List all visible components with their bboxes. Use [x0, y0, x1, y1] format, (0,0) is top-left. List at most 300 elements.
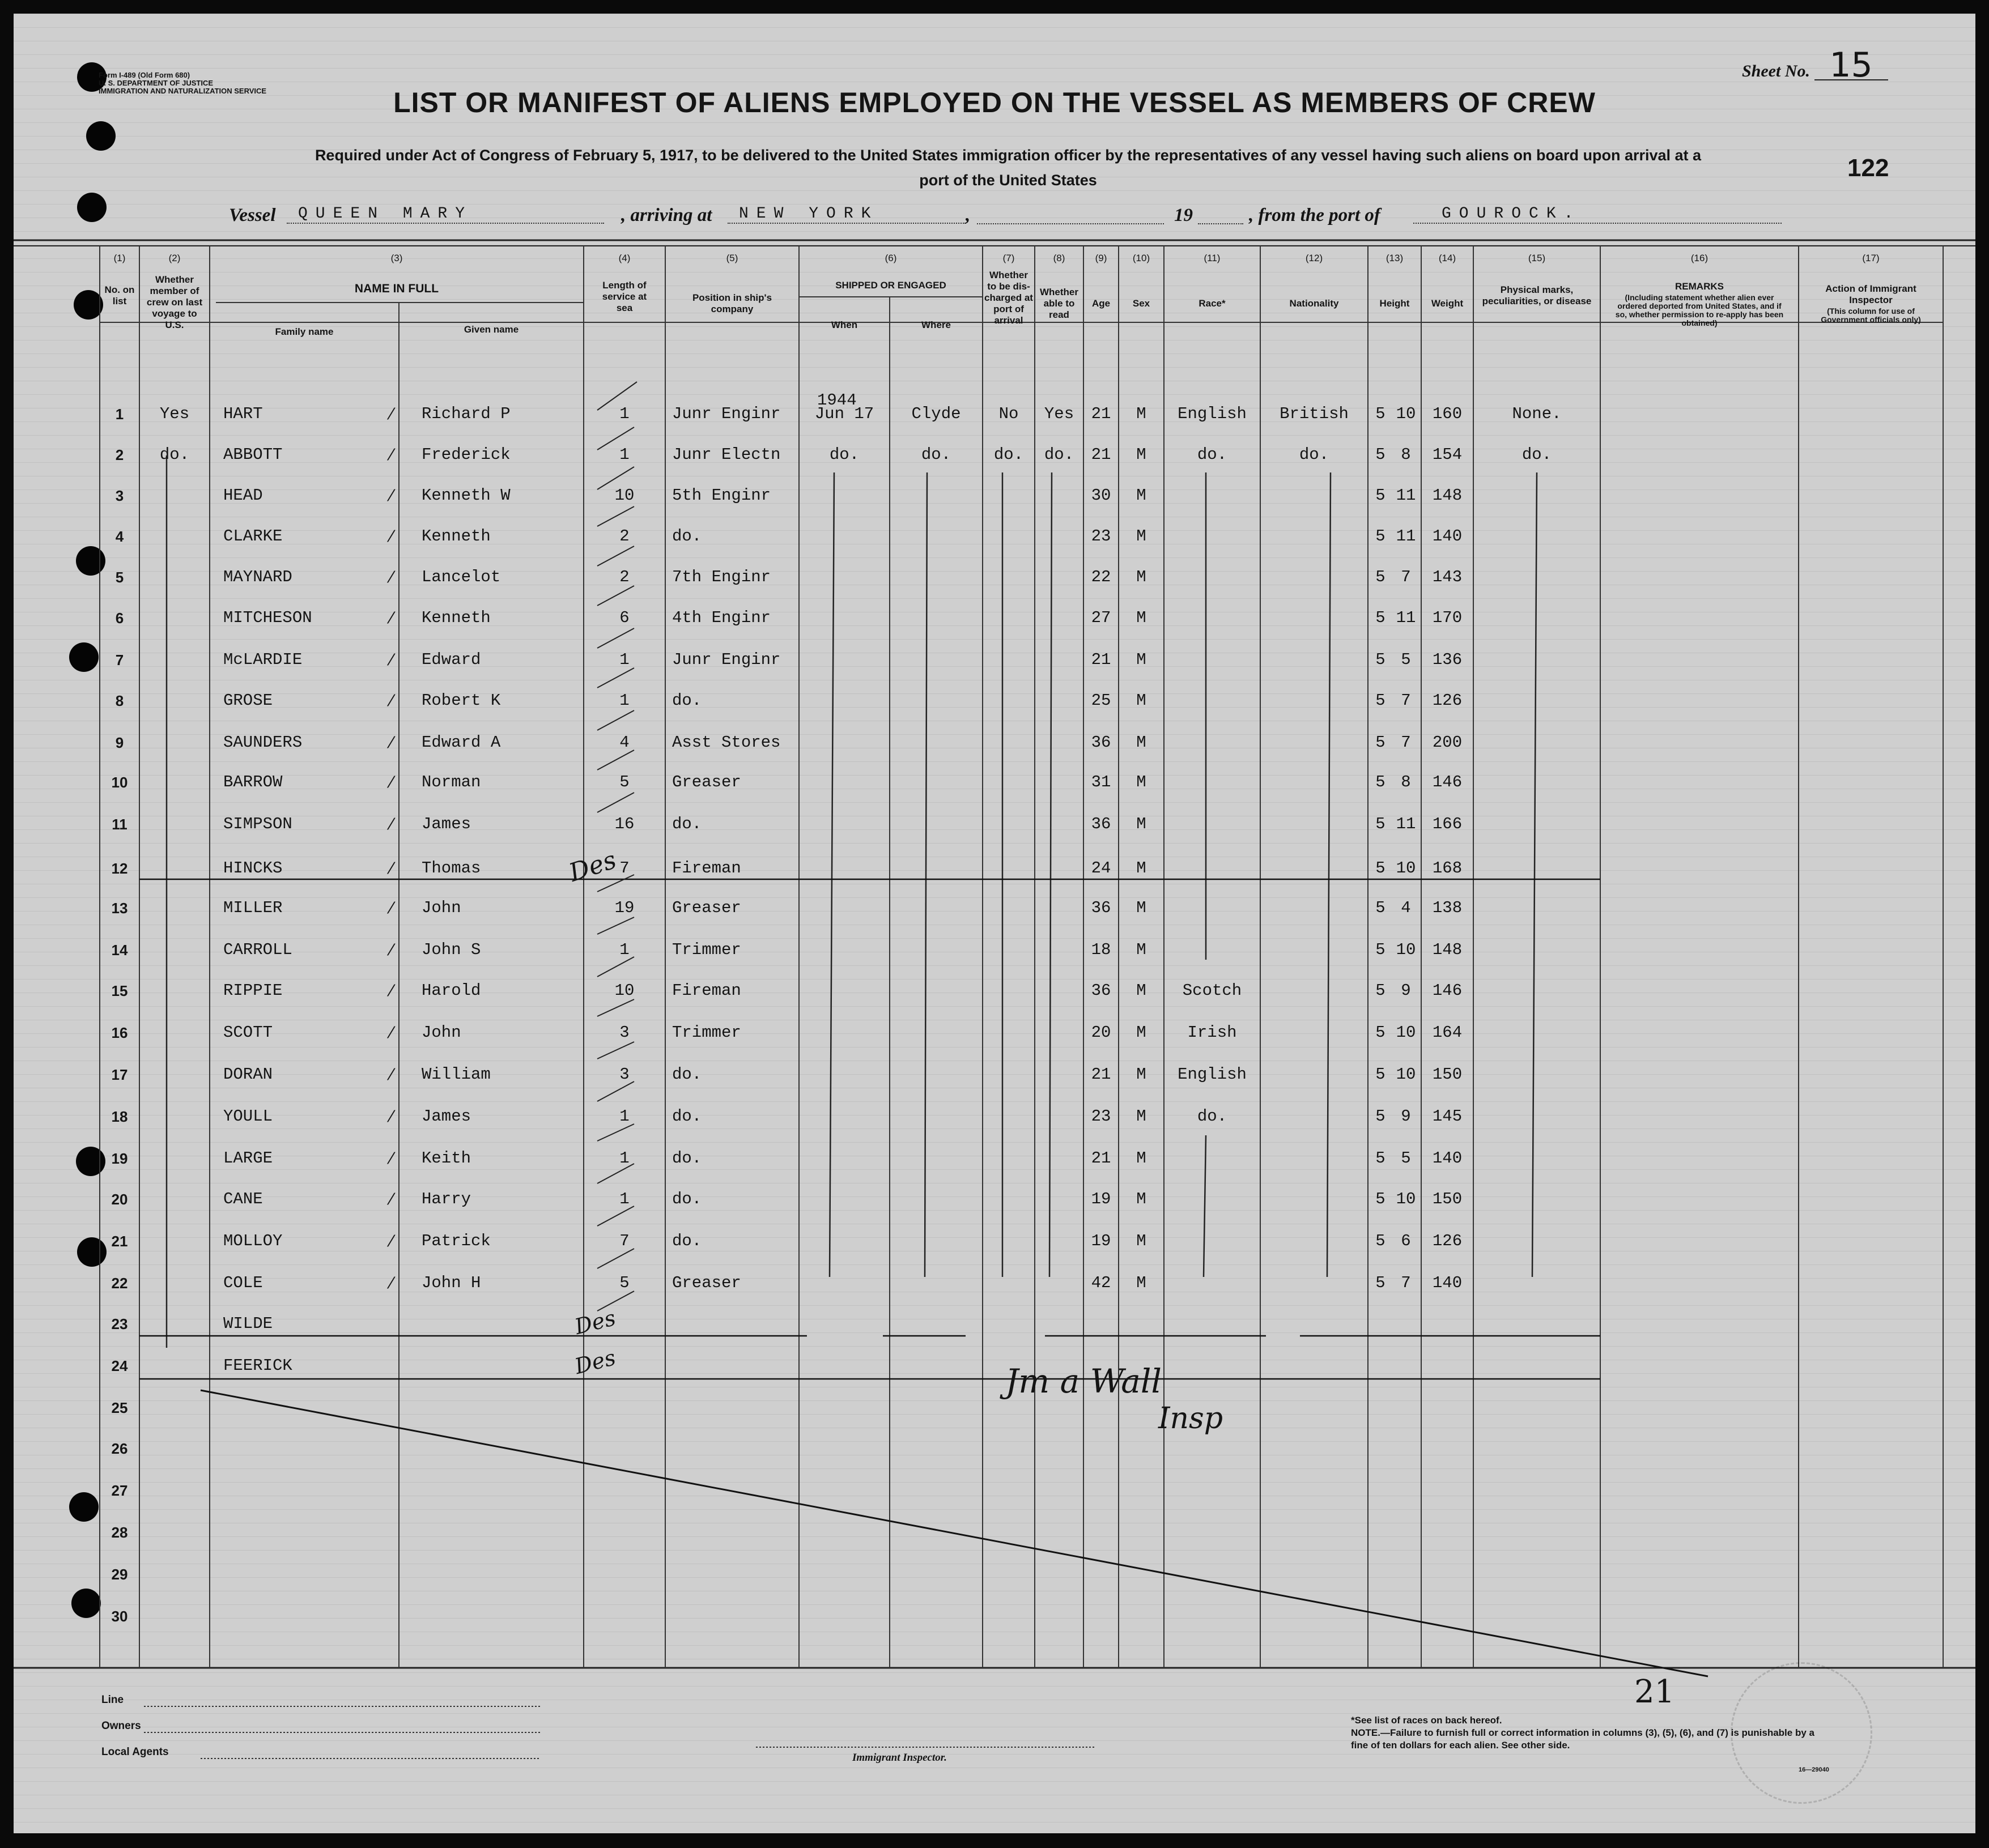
cell-sex: M — [1136, 940, 1146, 959]
cell-ht-in: 8 — [1401, 445, 1411, 464]
col-num: (8) — [1053, 253, 1065, 263]
col-num: (3) — [390, 253, 403, 263]
cell-sex: M — [1136, 1023, 1146, 1042]
cell-weight: 168 — [1432, 859, 1463, 878]
row-number: 20 — [111, 1191, 128, 1208]
sheet-number: 15 — [1814, 51, 1888, 80]
cell-race: Scotch — [1182, 981, 1242, 1000]
cell-service: 6 — [619, 608, 630, 627]
cell-ht-ft: 5 — [1375, 940, 1386, 959]
from-label: , from the port of — [1249, 205, 1380, 225]
cell-service: 1 — [619, 1149, 630, 1168]
immigrant-inspector-label: Immigrant Inspector. — [852, 1752, 947, 1764]
cell-position: do. — [672, 1065, 702, 1084]
cell-sex: M — [1136, 691, 1146, 710]
cell-given: Harry — [422, 1190, 471, 1208]
cell-ht-in: 11 — [1396, 815, 1416, 833]
cell-family: CANE — [223, 1190, 263, 1208]
cell-weight: 150 — [1432, 1190, 1463, 1208]
cell-given: Frederick — [422, 445, 511, 464]
col-crew-last-voyage: Whether member of crew on last voyage to U.S. — [146, 274, 203, 330]
cell-nationality: British — [1280, 404, 1349, 423]
cell-race: do. — [1197, 1107, 1227, 1126]
col-given-name: Given name — [464, 324, 519, 335]
cell-service: 1 — [619, 650, 630, 669]
cell-race: do. — [1197, 445, 1227, 464]
col-num: (10) — [1132, 253, 1150, 263]
cell-age: 36 — [1091, 733, 1111, 752]
cell-sex: M — [1136, 650, 1146, 669]
row-number: 17 — [111, 1066, 128, 1083]
cell-ht-ft: 5 — [1375, 1023, 1386, 1042]
cell-service: 4 — [619, 733, 630, 752]
cell-weight: 148 — [1432, 486, 1463, 505]
deserted-mark: Des — [572, 1344, 618, 1379]
col-num: (6) — [885, 253, 897, 263]
cell-ht-ft: 5 — [1375, 733, 1386, 752]
cell-given: James — [422, 815, 471, 833]
cell-crew: Yes — [159, 404, 190, 423]
check-mark: ⁄ — [390, 650, 393, 669]
punch-hole — [69, 1492, 99, 1522]
cell-race: English — [1178, 404, 1247, 423]
cell-weight: 164 — [1432, 1023, 1463, 1042]
row-number: 19 — [111, 1150, 128, 1167]
vessel-label: Vessel — [229, 205, 276, 225]
cell-given: John H — [422, 1274, 481, 1292]
cell-age: 20 — [1091, 1023, 1111, 1042]
cell-service: 5 — [619, 773, 630, 791]
punch-hole — [71, 1589, 101, 1618]
cell-crew: do. — [159, 445, 190, 464]
cell-ht-in: 11 — [1396, 527, 1416, 546]
page-number: 122 — [1847, 154, 1889, 182]
cell-service: 3 — [619, 1023, 630, 1042]
cell-ht-ft: 5 — [1375, 691, 1386, 710]
cell-where: Clyde — [911, 404, 961, 423]
cell-ht-ft: 5 — [1375, 1274, 1386, 1292]
col-num: (12) — [1305, 253, 1323, 263]
cell-ht-in: 10 — [1396, 1023, 1416, 1042]
col-physical-marks: Physical marks, peculiarities, or disease — [1482, 284, 1592, 306]
cell-discharged: do. — [993, 445, 1024, 464]
cell-family: SIMPSON — [223, 815, 292, 833]
cell-sex: M — [1136, 733, 1146, 752]
cell-service: 2 — [619, 568, 630, 586]
cell-weight: 200 — [1432, 733, 1463, 752]
col-age: Age — [1091, 298, 1111, 309]
cell-ht-in: 10 — [1396, 859, 1416, 878]
manifest-page — [14, 14, 1975, 1833]
cell-weight: 138 — [1432, 899, 1463, 917]
cell-family: HINCKS — [223, 859, 283, 878]
check-mark: ⁄ — [390, 1149, 393, 1168]
note-races: *See list of races on back hereof. — [1351, 1715, 1502, 1726]
check-mark: ⁄ — [390, 1023, 393, 1042]
cell-age: 21 — [1091, 1149, 1111, 1168]
cell-family: WILDE — [223, 1314, 273, 1333]
cell-position: 4th Enginr — [672, 608, 771, 627]
page-subtitle — [141, 143, 1875, 193]
cell-sex: M — [1136, 608, 1146, 627]
from-port: GOUROCK. — [1413, 205, 1782, 224]
row-number: 29 — [111, 1566, 128, 1583]
cell-ht-ft: 5 — [1375, 773, 1386, 791]
col-able-to-read: Whether able to read — [1040, 287, 1078, 320]
check-mark: ⁄ — [390, 568, 393, 586]
cell-family: MAYNARD — [223, 568, 292, 586]
punch-hole — [86, 121, 116, 151]
arriving-port: NEW YORK — [728, 205, 966, 224]
cell-position: Fireman — [672, 981, 741, 1000]
cell-marks: None. — [1512, 404, 1562, 423]
cell-ht-ft: 5 — [1375, 899, 1386, 917]
col-action-sub: (This column for use of Government officials only) — [1821, 306, 1921, 324]
cell-service: 7 — [619, 859, 630, 878]
cell-ht-in: 10 — [1396, 404, 1416, 423]
cell-age: 21 — [1091, 445, 1111, 464]
cell-ht-ft: 5 — [1375, 1107, 1386, 1126]
col-num: (17) — [1862, 253, 1880, 263]
cell-ht-ft: 5 — [1375, 1190, 1386, 1208]
cell-age: 24 — [1091, 859, 1111, 878]
cell-family: McLARDIE — [223, 650, 303, 669]
cell-sex: M — [1136, 1107, 1146, 1126]
cell-marks: do. — [1522, 445, 1552, 464]
inspector-signature-title: Insp — [1158, 1402, 1223, 1436]
cell-given: Kenneth W — [422, 486, 511, 505]
col-action: Action of Immigrant Inspector — [1825, 283, 1916, 305]
check-mark: ⁄ — [390, 445, 393, 464]
faint-seal-stamp — [1731, 1662, 1872, 1804]
cell-sex: M — [1136, 404, 1146, 423]
check-mark: ⁄ — [390, 733, 393, 752]
cell-ht-in: 7 — [1401, 568, 1411, 586]
row-number: 23 — [111, 1315, 128, 1332]
cell-weight: 150 — [1432, 1065, 1463, 1084]
cell-ht-ft: 5 — [1375, 404, 1386, 423]
cell-ht-in: 11 — [1396, 486, 1416, 505]
cell-family: SAUNDERS — [223, 733, 303, 752]
cell-when: Jun 17 — [814, 404, 874, 423]
col-weight: Weight — [1431, 298, 1464, 309]
cell-position: 5th Enginr — [672, 486, 771, 505]
cell-service: 2 — [619, 527, 630, 546]
col-position: Position in ship's company — [692, 292, 772, 314]
cell-ht-ft: 5 — [1375, 650, 1386, 669]
arriving-label: , arriving at — [621, 205, 712, 225]
check-mark: ⁄ — [390, 859, 393, 878]
inspector-signature: Jm a Wall — [1005, 1362, 1162, 1400]
cell-service: 7 — [619, 1232, 630, 1250]
col-num: (13) — [1386, 253, 1404, 263]
sheet-label: Sheet No. — [1742, 62, 1810, 80]
cell-age: 36 — [1091, 981, 1111, 1000]
row-number: 6 — [115, 610, 124, 627]
col-remarks-sub: (Including statement whether alien ever ordered deported from United States, and if so, whether permission to re-apply has been obtained) — [1615, 293, 1784, 327]
cell-age: 23 — [1091, 1107, 1111, 1126]
cell-service: 3 — [619, 1065, 630, 1084]
year-note: 1944 — [817, 391, 857, 410]
row-number: 26 — [111, 1440, 128, 1457]
cell-family: CARROLL — [223, 940, 292, 959]
cell-given: Thomas — [422, 859, 481, 878]
cell-given: Robert K — [422, 691, 501, 710]
cell-age: 42 — [1091, 1274, 1111, 1292]
punch-hole — [74, 290, 103, 320]
cell-sex: M — [1136, 1065, 1146, 1084]
row-number: 13 — [111, 900, 128, 917]
col-num: (9) — [1095, 253, 1107, 263]
deserted-mark: Des — [566, 845, 620, 888]
row-number: 2 — [115, 446, 124, 463]
cell-age: 23 — [1091, 527, 1111, 546]
col-remarks: REMARKS — [1675, 281, 1724, 292]
cell-position: Junr Enginr — [672, 650, 781, 669]
cell-position: Junr Electn — [672, 445, 781, 464]
cell-weight: 140 — [1432, 1274, 1463, 1292]
col-race: Race* — [1198, 298, 1226, 309]
col-no-on-list: No. on list — [104, 284, 135, 306]
cell-ht-in: 8 — [1401, 773, 1411, 791]
cell-ht-in: 10 — [1396, 1065, 1416, 1084]
cell-when: do. — [829, 445, 860, 464]
cell-sex: M — [1136, 815, 1146, 833]
subtitle-line-2: port of the United States — [919, 172, 1097, 189]
row-number: 14 — [111, 942, 128, 959]
cell-service: 1 — [619, 1190, 630, 1208]
cell-position: Junr Enginr — [672, 404, 781, 423]
cell-family: DORAN — [223, 1065, 273, 1084]
row-number: 12 — [111, 860, 128, 877]
cell-ht-ft: 5 — [1375, 486, 1386, 505]
cell-age: 19 — [1091, 1190, 1111, 1208]
col-where: Where — [921, 320, 951, 330]
cell-position: do. — [672, 1107, 702, 1126]
cell-where: do. — [921, 445, 951, 464]
cell-ht-in: 11 — [1396, 608, 1416, 627]
cell-given: William — [422, 1065, 491, 1084]
cell-ht-ft: 5 — [1375, 815, 1386, 833]
cell-ht-ft: 5 — [1375, 1232, 1386, 1250]
row-number: 27 — [111, 1482, 128, 1499]
col-name-in-full: NAME IN FULL — [354, 282, 439, 295]
cell-sex: M — [1136, 1274, 1146, 1292]
cell-weight: 136 — [1432, 650, 1463, 669]
col-num: (14) — [1438, 253, 1456, 263]
cell-position: do. — [672, 1190, 702, 1208]
check-mark: ⁄ — [390, 899, 393, 917]
cell-read: Yes — [1044, 404, 1074, 423]
cell-position: do. — [672, 815, 702, 833]
cell-sex: M — [1136, 486, 1146, 505]
cell-ht-in: 4 — [1401, 899, 1411, 917]
cell-family: HEAD — [223, 486, 263, 505]
col-num: (1) — [113, 253, 126, 263]
cell-family: COLE — [223, 1274, 263, 1292]
cell-weight: 146 — [1432, 981, 1463, 1000]
cell-position: Trimmer — [672, 940, 741, 959]
cell-weight: 143 — [1432, 568, 1463, 586]
punch-hole — [77, 193, 107, 222]
row-number: 15 — [111, 982, 128, 999]
cell-weight: 154 — [1432, 445, 1463, 464]
cell-ht-in: 7 — [1401, 1274, 1411, 1292]
cell-race: English — [1178, 1065, 1247, 1084]
cell-position: Fireman — [672, 859, 741, 878]
col-when: When — [831, 320, 858, 330]
col-family-name: Family name — [275, 326, 334, 337]
year-label: 19 — [1174, 205, 1193, 225]
check-mark: ⁄ — [390, 608, 393, 627]
cell-ht-in: 9 — [1401, 1107, 1411, 1126]
cell-sex: M — [1136, 527, 1146, 546]
punch-hole — [69, 642, 99, 672]
cell-age: 36 — [1091, 899, 1111, 917]
cell-ht-in: 5 — [1401, 650, 1411, 669]
check-mark: ⁄ — [390, 1065, 393, 1084]
line-label: Line — [101, 1694, 124, 1706]
cell-family: GROSE — [223, 691, 273, 710]
cell-given: Keith — [422, 1149, 471, 1168]
form-number: Form I-489 (Old Form 680) — [99, 71, 190, 79]
col-discharged: Whether to be dis-charged at port of arrival — [984, 270, 1033, 326]
cell-weight: 148 — [1432, 940, 1463, 959]
row-number: 18 — [111, 1108, 128, 1125]
cell-ht-ft: 5 — [1375, 608, 1386, 627]
cell-age: 21 — [1091, 404, 1111, 423]
row-number: 5 — [115, 569, 124, 586]
col-num: (11) — [1204, 253, 1221, 263]
row-number: 9 — [115, 734, 124, 751]
cell-age: 21 — [1091, 1065, 1111, 1084]
cell-service: 10 — [614, 981, 635, 1000]
cell-position: Greaser — [672, 773, 741, 791]
cell-weight: 140 — [1432, 1149, 1463, 1168]
cell-given: Lancelot — [422, 568, 501, 586]
cell-service: 16 — [614, 815, 635, 833]
cell-sex: M — [1136, 1190, 1146, 1208]
col-num: (7) — [1002, 253, 1015, 263]
row-number: 4 — [115, 528, 124, 545]
cell-ht-in: 7 — [1401, 691, 1411, 710]
vessel-line: Vessel QUEEN MARY , arriving at NEW YORK , 19 , from the port of GOUROCK. — [229, 205, 1782, 233]
cell-given: Edward — [422, 650, 481, 669]
cell-position: Asst Stores — [672, 733, 781, 752]
cell-discharged: No — [998, 404, 1019, 423]
cell-position: do. — [672, 1232, 702, 1250]
cell-service: 1 — [619, 404, 630, 423]
cell-service: 10 — [614, 486, 635, 505]
cell-weight: 146 — [1432, 773, 1463, 791]
deserted-mark: Des — [572, 1305, 618, 1340]
page-title: LIST OR MANIFEST OF ALIENS EMPLOYED ON THE VESSEL AS MEMBERS OF CREW — [393, 87, 1596, 118]
crew-count: 21 — [1634, 1674, 1675, 1710]
check-mark: ⁄ — [390, 527, 393, 546]
cell-given: Edward A — [422, 733, 501, 752]
cell-service: 5 — [619, 1274, 630, 1292]
col-shipped-engaged: SHIPPED OR ENGAGED — [835, 280, 946, 291]
cell-sex: M — [1136, 899, 1146, 917]
cell-ht-in: 9 — [1401, 981, 1411, 1000]
cell-sex: M — [1136, 1149, 1146, 1168]
cell-family: MOLLOY — [223, 1232, 283, 1250]
cell-given: John S — [422, 940, 481, 959]
check-mark: ⁄ — [390, 1232, 393, 1250]
cell-position: do. — [672, 691, 702, 710]
cell-weight: 170 — [1432, 608, 1463, 627]
check-mark: ⁄ — [390, 773, 393, 791]
cell-ht-in: 6 — [1401, 1232, 1411, 1250]
cell-service: 19 — [614, 899, 635, 917]
cell-service: 1 — [619, 940, 630, 959]
cell-given: Kenneth — [422, 527, 491, 546]
cell-weight: 126 — [1432, 691, 1463, 710]
cell-sex: M — [1136, 859, 1146, 878]
cell-ht-in: 5 — [1401, 1149, 1411, 1168]
cell-family: BARROW — [223, 773, 283, 791]
cell-age: 22 — [1091, 568, 1111, 586]
check-mark: ⁄ — [390, 815, 393, 833]
cell-age: 31 — [1091, 773, 1111, 791]
owners-label: Owners — [101, 1720, 141, 1732]
row-number: 30 — [111, 1608, 128, 1625]
service: IMMIGRATION AND NATURALIZATION SERVICE — [99, 87, 267, 95]
check-mark: ⁄ — [390, 691, 393, 710]
check-mark: ⁄ — [390, 404, 393, 423]
cell-family: FEERICK — [223, 1356, 292, 1375]
row-number: 16 — [111, 1024, 128, 1041]
row-number: 8 — [115, 692, 124, 709]
vessel-name: QUEEN MARY — [287, 205, 604, 224]
row-number: 10 — [111, 774, 128, 791]
cell-position: Trimmer — [672, 1023, 741, 1042]
cell-ht-in: 7 — [1401, 733, 1411, 752]
cell-family: LARGE — [223, 1149, 273, 1168]
col-num: (2) — [168, 253, 181, 263]
check-mark: ⁄ — [390, 1274, 393, 1292]
cell-service: 1 — [619, 691, 630, 710]
cell-position: Greaser — [672, 899, 741, 917]
cell-age: 27 — [1091, 608, 1111, 627]
cell-given: James — [422, 1107, 471, 1126]
note-fine: NOTE.—Failure to furnish full or correct information in columns (3), (5), (6), and (7) is punishable by a fine of ten dollars for each alien. See other side. — [1351, 1727, 1814, 1751]
cell-weight: 145 — [1432, 1107, 1463, 1126]
cell-nationality: do. — [1299, 445, 1329, 464]
cell-family: CLARKE — [223, 527, 283, 546]
col-num: (4) — [618, 253, 631, 263]
cell-given: John — [422, 1023, 461, 1042]
cell-age: 30 — [1091, 486, 1111, 505]
cell-family: SCOTT — [223, 1023, 273, 1042]
cell-given: Harold — [422, 981, 481, 1000]
cell-given: John — [422, 899, 461, 917]
row-number: 11 — [112, 816, 128, 833]
cell-sex: M — [1136, 568, 1146, 586]
row-number: 22 — [111, 1275, 128, 1292]
row-number: 25 — [111, 1399, 128, 1416]
cell-position: do. — [672, 1149, 702, 1168]
cell-family: ABBOTT — [223, 445, 283, 464]
cell-weight: 160 — [1432, 404, 1463, 423]
cell-ht-in: 10 — [1396, 940, 1416, 959]
cell-family: YOULL — [223, 1107, 273, 1126]
sheet-number-field — [1742, 45, 1888, 85]
cell-race: Irish — [1187, 1023, 1237, 1042]
cell-position: Greaser — [672, 1274, 741, 1292]
cell-given: Patrick — [422, 1232, 491, 1250]
col-num: (5) — [726, 253, 738, 263]
